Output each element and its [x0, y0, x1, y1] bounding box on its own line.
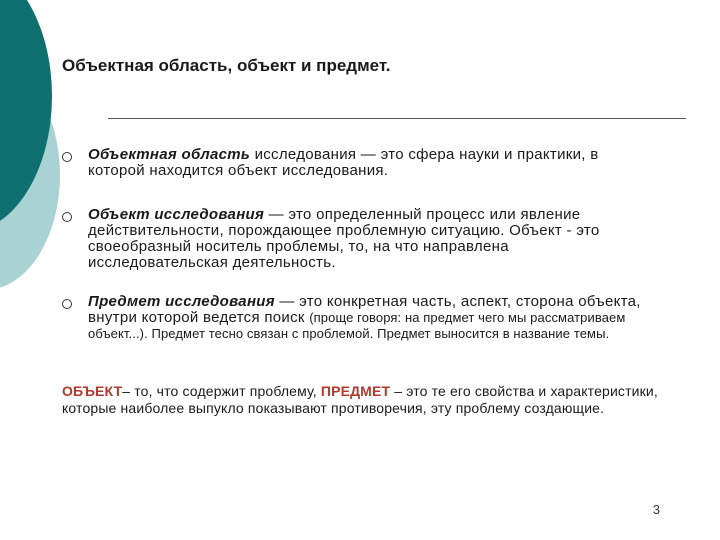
bullet-term: Объектная область — [88, 146, 251, 163]
bullet-term: Объект исследования — [88, 206, 265, 223]
summary-note — [62, 383, 662, 417]
bullet-term: Предмет исследования — [88, 293, 275, 310]
bullet-text — [88, 294, 648, 342]
object-text: – то, что содержит проблему, — [122, 383, 321, 399]
bullet-definition: — это конкретная часть, аспект, сторона объекта, внутри которой ведется поиск — [88, 293, 641, 326]
bullet-circle-icon — [62, 152, 72, 162]
slide-title: Объектная область, объект и предмет. — [62, 56, 391, 75]
bullet-note: (проще говоря: на предмет чего мы рассматриваем объект...). Предмет тесно связан с проблемой. Предмет выносится в название темы. — [88, 310, 626, 341]
bullet-text — [88, 147, 648, 179]
bullet-text — [88, 207, 648, 271]
subject-label: ПРЕДМЕТ — [320, 383, 391, 399]
bullet-circle-icon — [62, 212, 72, 222]
bullet-definition: — это определенный процесс или явление действительности, порождающее проблемную ситуацию. Объект - это своеобразный носитель проблемы, то, на что направлена исследовательская деятельность. — [88, 206, 600, 271]
title-divider — [108, 118, 686, 119]
bullet-circle-icon — [62, 299, 72, 309]
subject-text: – это те его свойства и характеристики, которые наиболее выпукло показывают противоречия, эту проблему создающие. — [62, 383, 658, 416]
object-label: ОБЪЕКТ — [62, 383, 123, 399]
bullet-definition: исследования — это сфера науки и практики, в которой находится объект исследования. — [88, 146, 599, 179]
page-number: 3 — [652, 502, 660, 517]
